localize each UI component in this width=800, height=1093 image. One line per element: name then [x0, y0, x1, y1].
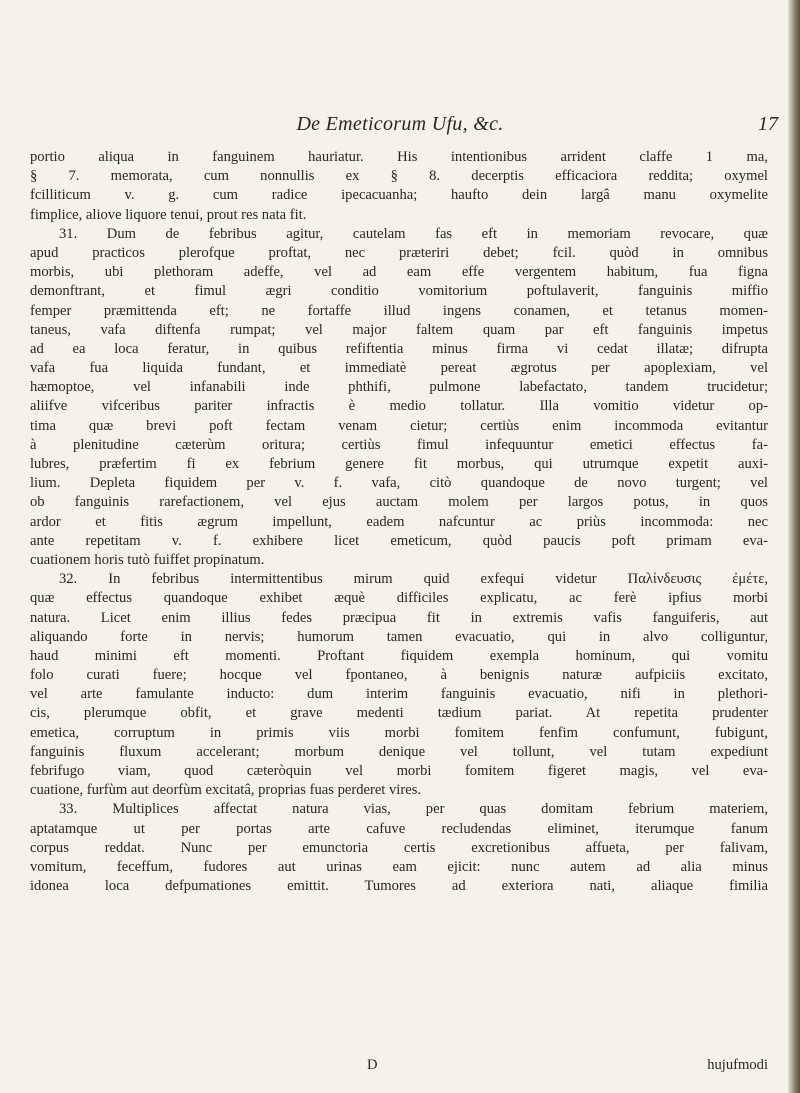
text-line: cuationem horis tutò fuiffet propinatum. [30, 551, 265, 568]
text-line: cis, plerumque obfit, et grave medenti tædium pariat. At repetita prudenter [30, 705, 768, 722]
text-line: aptatamque ut per portas arte cafuve recludendas eliminet, iterumque fanum [30, 820, 768, 837]
text-line: aliifve vifceribus pariter infractis è medio tollatur. Illa vomitio videtur op- [30, 398, 768, 415]
text-line: ante repetitam v. f. exhibere licet emeticum, quòd paucis poft primam eva- [30, 532, 768, 549]
page-number: 17 [758, 113, 778, 135]
text-line: hæmoptoe, vel infanabili inde phthifi, pulmone labefactato, tandem trucidetur; [30, 379, 768, 396]
body-text [30, 148, 768, 896]
text-line: 33. Multiplices affectat natura vias, per quas domitam febrium materiem, [59, 801, 768, 818]
text-line: haud minimi eft momenti. Proftant fiquidem exempla hominum, qui vomitu [30, 647, 768, 664]
text-line: à plenitudine cæterùm oritura; certiùs fimul infequuntur emetici effectus fa- [30, 436, 768, 453]
text-line: aliquando forte in nervis; humorum tamen evacuatio, qui in alvo colliguntur, [30, 628, 768, 645]
text-line: fanguinis fluxum accelerant; morbum denique vel tollunt, vel tutam expediunt [30, 743, 768, 760]
text-line: morbis, ubi plethoram adeffe, vel ad eam effe vergentem habitum, fua figna [30, 264, 768, 281]
text-line: idonea loca defpumationes emittit. Tumores ad exteriora nati, aliaque fimilia [30, 878, 768, 895]
page-header [0, 113, 800, 143]
catchword: hujufmodi [707, 1057, 768, 1073]
text-line: demonftrant, et fimul ægri conditio vomitorium poftulaverit, fanguinis miffio [30, 283, 768, 300]
text-line: corpus reddat. Nunc per emunctoria certis excretionibus affueta, per falivam, [30, 839, 768, 856]
text-line: femper præmittenda eft; ne fortaffe illud ingens conamen, et tetanus momen- [30, 302, 768, 319]
text-line: § 7. memorata, cum nonnullis ex § 8. decerptis efficaciora reddita; oxymel [30, 168, 768, 185]
text-line: ardor et fitis ægrum impellunt, eadem nafcuntur ac priùs incommoda: nec [30, 513, 768, 530]
text-line: folo curati fuere; hocque vel fpontaneo, à benignis naturæ aufpiciis excitato, [30, 667, 768, 684]
text-line: vel arte famulante inducto: dum interim fanguinis evacuatio, nifi in plethori- [30, 686, 768, 703]
text-line: ob fanguinis rarefactionem, vel ejus auctam molem per largos potus, in quos [30, 494, 768, 511]
text-line: apud practicos plerofque proftat, nec præteriri debet; fcil. quòd in omnibus [30, 244, 768, 261]
text-line: 32. In febribus intermittentibus mirum quid exfequi videtur Παλίνδευσις ἐμέτε, [59, 571, 768, 588]
text-line: fcilliticum v. g. cum radice ipecacuanha; haufto dein largâ manu oxymelite [30, 187, 768, 204]
text-line: vafa fua liquida fundant, et immediatè pereat ægrotus per apoplexiam, vel [30, 360, 768, 377]
text-line: portio aliqua in fanguinem hauriatur. His intentionibus arrident claffe 1 ma, [30, 149, 768, 165]
text-line: quæ effectus quandoque exhibet æquè difficiles explicatu, ac ferè ipfius morbi [30, 590, 768, 607]
running-head: De Emeticorum Ufu, &c. [296, 113, 504, 135]
text-line: lium. Depleta fiquidem per v. f. vafa, citò quandoque de novo turgent; vel [30, 475, 768, 492]
text-line: taneus, vafa diftenfa rumpat; vel major faltem quam par eft fanguinis impetus [30, 321, 768, 338]
text-line: tima quæ brevi poft fectam venam cietur; certiùs enim incommoda evitantur [30, 417, 768, 434]
text-line: emetica, corruptum in primis viis morbi fomitem fenfim confumunt, fubigunt, [30, 724, 768, 741]
text-line: ad ea loca feratur, in quibus refiftentia minus firma vi cedat illatæ; difrupta [30, 340, 768, 357]
text-line: fimplice, aliove liquore tenui, prout res nata fit. [30, 206, 307, 223]
text-line: febrifugo viam, quod cæteròquin vel morbi fomitem figeret magis, vel eva- [30, 763, 768, 779]
signature-mark: D [367, 1057, 378, 1073]
text-line: vomitum, feceffum, fudores aut urinas eam ejicit: nunc autem ad alia minus [30, 858, 768, 875]
page-footer [30, 1057, 768, 1077]
page-edge [788, 0, 800, 1093]
text-line: natura. Licet enim illius fedes præcipua fit in extremis vafis fanguiferis, aut [30, 609, 768, 626]
text-line: lubres, præfertim fi ex febrium genere fit morbus, qui utrumque expetit auxi- [30, 456, 768, 472]
text-line: cuatione, furfùm aut deorfùm excitatâ, proprias fuas perderet vires. [30, 782, 422, 799]
text-line: 31. Dum de febribus agitur, cautelam fas eft in memoriam revocare, quæ [59, 225, 768, 242]
